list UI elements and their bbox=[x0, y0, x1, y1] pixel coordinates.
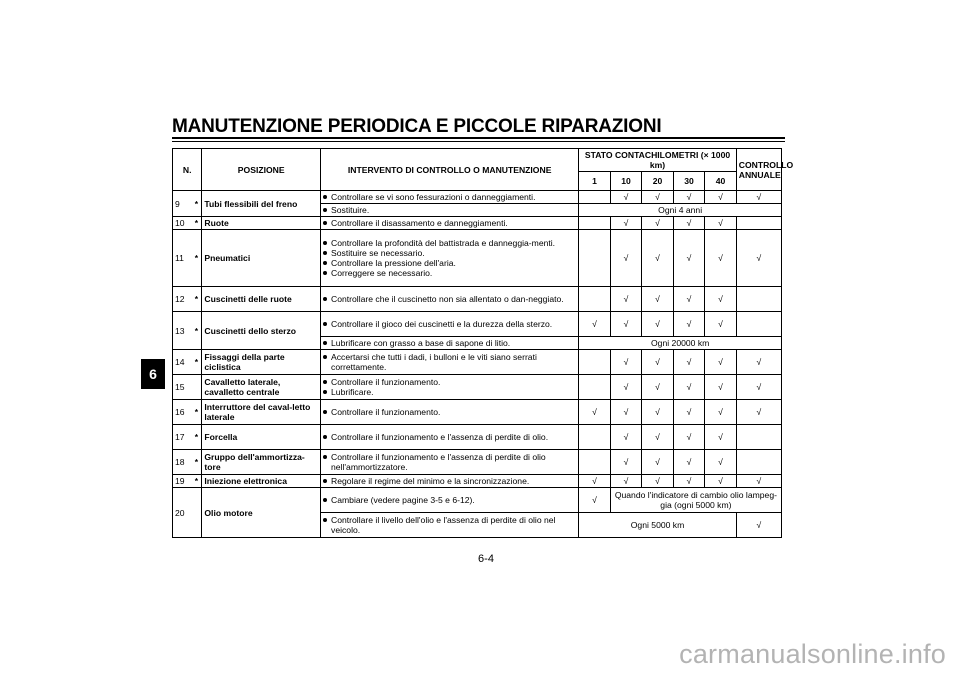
check-mark: √ bbox=[705, 425, 737, 450]
title-rule bbox=[172, 137, 785, 139]
check-mark: √ bbox=[610, 400, 641, 425]
check-mark: √ bbox=[736, 230, 781, 287]
row-number: 20 bbox=[173, 488, 192, 538]
check-mark: √ bbox=[705, 191, 737, 204]
row-star bbox=[191, 488, 201, 538]
check-mark: √ bbox=[736, 475, 781, 488]
row-position: Iniezione elettronica bbox=[202, 475, 321, 488]
row-action: Controllare il funzionamento e l'assenza di perdite di olio nell'ammortizzatore. bbox=[331, 452, 546, 472]
row-action: Controllare la pressione dell'aria. bbox=[331, 258, 456, 268]
check-mark: √ bbox=[673, 400, 704, 425]
check-mark: √ bbox=[673, 217, 704, 230]
check-mark: √ bbox=[705, 475, 737, 488]
row-action: Controllare il disassamento e danneggiamenti. bbox=[331, 218, 508, 228]
check-mark: √ bbox=[673, 475, 704, 488]
row-star: * bbox=[191, 287, 201, 312]
check-mark: √ bbox=[642, 475, 673, 488]
check-mark: √ bbox=[673, 230, 704, 287]
row-star: * bbox=[191, 475, 201, 488]
header-km-1: 1 bbox=[579, 172, 610, 191]
check-mark: √ bbox=[705, 375, 737, 400]
bullet-icon bbox=[323, 498, 327, 502]
check-mark: √ bbox=[673, 312, 704, 337]
row-position: Cavalletto laterale, cavalletto centrale bbox=[202, 375, 321, 400]
row-action: Accertarsi che tutti i dadi, i bulloni e le viti siano serrati correttamente. bbox=[331, 352, 537, 372]
check-mark: √ bbox=[705, 350, 737, 375]
row-star: * bbox=[191, 400, 201, 425]
row-number: 9 bbox=[173, 191, 192, 217]
row-star: * bbox=[191, 425, 201, 450]
check-mark: √ bbox=[705, 217, 737, 230]
check-mark: √ bbox=[736, 400, 781, 425]
header-annual: CONTROLLO ANNUALE bbox=[736, 149, 781, 191]
bullet-icon bbox=[323, 390, 327, 394]
bullet-icon bbox=[323, 195, 327, 199]
check-mark: √ bbox=[736, 513, 781, 538]
row-star: * bbox=[191, 230, 201, 287]
bullet-icon bbox=[323, 221, 327, 225]
row-position: Olio motore bbox=[202, 488, 321, 538]
row-action: Controllare se vi sono fessurazioni o danneggiamenti. bbox=[331, 192, 536, 202]
row-action: Controllare la profondità del battistrada e danneggia-menti. bbox=[331, 238, 556, 248]
bullet-icon bbox=[323, 380, 327, 384]
row-star: * bbox=[191, 217, 201, 230]
row-number: 19 bbox=[173, 475, 192, 488]
header-position: POSIZIONE bbox=[202, 149, 321, 191]
row-position: Pneumatici bbox=[202, 230, 321, 287]
check-mark: √ bbox=[610, 191, 641, 204]
watermark: carmanualsonline.info bbox=[679, 639, 946, 669]
row-action: Correggere se necessario. bbox=[331, 268, 433, 278]
check-mark: √ bbox=[705, 312, 737, 337]
check-mark: √ bbox=[705, 400, 737, 425]
interval-note: Ogni 20000 km bbox=[579, 337, 782, 350]
check-mark: √ bbox=[610, 350, 641, 375]
check-mark: √ bbox=[610, 312, 641, 337]
row-position: Forcella bbox=[202, 425, 321, 450]
row-action: Cambiare (vedere pagine 3-5 e 6-12). bbox=[331, 495, 475, 505]
check-mark: √ bbox=[610, 475, 641, 488]
check-mark: √ bbox=[705, 230, 737, 287]
row-number: 12 bbox=[173, 287, 192, 312]
bullet-icon bbox=[323, 208, 327, 212]
check-mark: √ bbox=[642, 400, 673, 425]
header-km-10: 10 bbox=[610, 172, 641, 191]
check-mark: √ bbox=[642, 287, 673, 312]
row-position: Fissaggi della parte ciclistica bbox=[202, 350, 321, 375]
check-mark: √ bbox=[736, 350, 781, 375]
row-number: 17 bbox=[173, 425, 192, 450]
bullet-icon bbox=[323, 410, 327, 414]
row-number: 13 bbox=[173, 312, 192, 350]
check-mark: √ bbox=[610, 425, 641, 450]
check-mark: √ bbox=[673, 191, 704, 204]
check-mark: √ bbox=[673, 350, 704, 375]
row-position: Cuscinetti delle ruote bbox=[202, 287, 321, 312]
row-star bbox=[191, 375, 201, 400]
check-mark: √ bbox=[673, 375, 704, 400]
check-mark: √ bbox=[579, 312, 610, 337]
check-mark: √ bbox=[673, 425, 704, 450]
bullet-icon bbox=[323, 479, 327, 483]
row-number: 14 bbox=[173, 350, 192, 375]
row-position: Gruppo dell'ammortizza-tore bbox=[202, 450, 321, 475]
bullet-icon bbox=[323, 251, 327, 255]
page-number: 6-4 bbox=[478, 553, 494, 565]
header-n: N. bbox=[173, 149, 202, 191]
row-action: Controllare che il cuscinetto non sia allentato o dan-neggiato. bbox=[331, 294, 564, 304]
check-mark: √ bbox=[642, 425, 673, 450]
row-number: 15 bbox=[173, 375, 192, 400]
check-mark: √ bbox=[610, 375, 641, 400]
check-mark: √ bbox=[705, 450, 737, 475]
bullet-icon bbox=[323, 455, 327, 459]
bullet-icon bbox=[323, 271, 327, 275]
row-action: Sostituire. bbox=[331, 205, 370, 215]
check-mark: √ bbox=[642, 230, 673, 287]
check-mark: √ bbox=[642, 191, 673, 204]
header-km-20: 20 bbox=[642, 172, 673, 191]
bullet-icon bbox=[323, 355, 327, 359]
bullet-icon bbox=[323, 518, 327, 522]
check-mark: √ bbox=[579, 488, 610, 513]
check-mark: √ bbox=[642, 375, 673, 400]
row-star: * bbox=[191, 312, 201, 350]
header-km-30: 30 bbox=[673, 172, 704, 191]
row-action: Controllare il gioco dei cuscinetti e la durezza della sterzo. bbox=[331, 319, 553, 329]
row-action: Controllare il funzionamento. bbox=[331, 407, 441, 417]
row-position: Interruttore del caval-letto laterale bbox=[202, 400, 321, 425]
interval-note: Quando l'indicatore di cambio olio lampeg-gia (ogni 5000 km) bbox=[610, 488, 781, 513]
row-action: Lubrificare. bbox=[331, 387, 374, 397]
row-star: * bbox=[191, 350, 201, 375]
row-action: Controllare il funzionamento e l'assenza di perdite di olio. bbox=[331, 432, 549, 442]
check-mark: √ bbox=[610, 230, 641, 287]
check-mark: √ bbox=[736, 375, 781, 400]
row-number: 11 bbox=[173, 230, 192, 287]
bullet-icon bbox=[323, 435, 327, 439]
row-star: * bbox=[191, 191, 201, 217]
check-mark: √ bbox=[610, 217, 641, 230]
interval-note: Ogni 4 anni bbox=[579, 204, 782, 217]
row-action: Controllare il funzionamento. bbox=[331, 377, 441, 387]
row-action: Sostituire se necessario. bbox=[331, 248, 425, 258]
row-number: 10 bbox=[173, 217, 192, 230]
row-position: Cuscinetti dello sterzo bbox=[202, 312, 321, 350]
row-position: Tubi flessibili del freno bbox=[202, 191, 321, 217]
check-mark: √ bbox=[610, 287, 641, 312]
maintenance-table bbox=[172, 148, 794, 538]
check-mark: √ bbox=[642, 450, 673, 475]
interval-note: Ogni 5000 km bbox=[579, 513, 736, 538]
check-mark: √ bbox=[579, 475, 610, 488]
row-position: Ruote bbox=[202, 217, 321, 230]
bullet-icon bbox=[323, 241, 327, 245]
header-action: INTERVENTO DI CONTROLLO O MANUTENZIONE bbox=[321, 149, 579, 191]
header-odometer: STATO CONTACHILOMETRI (× 1000 km) bbox=[579, 149, 736, 172]
check-mark: √ bbox=[736, 191, 781, 204]
bullet-icon bbox=[323, 322, 327, 326]
check-mark: √ bbox=[642, 312, 673, 337]
check-mark: √ bbox=[642, 217, 673, 230]
bullet-icon bbox=[323, 261, 327, 265]
check-mark: √ bbox=[610, 450, 641, 475]
row-number: 16 bbox=[173, 400, 192, 425]
chapter-tab: 6 bbox=[141, 359, 165, 389]
row-star: * bbox=[191, 450, 201, 475]
row-action: Regolare il regime del minimo e la sincronizzazione. bbox=[331, 476, 530, 486]
bullet-icon bbox=[323, 341, 327, 345]
bullet-icon bbox=[323, 297, 327, 301]
title-rule-thin bbox=[172, 141, 785, 142]
check-mark: √ bbox=[642, 350, 673, 375]
check-mark: √ bbox=[673, 450, 704, 475]
check-mark: √ bbox=[673, 287, 704, 312]
header-km-40: 40 bbox=[705, 172, 737, 191]
check-mark: √ bbox=[579, 400, 610, 425]
row-number: 18 bbox=[173, 450, 192, 475]
check-mark: √ bbox=[705, 287, 737, 312]
page-title: MANUTENZIONE PERIODICA E PICCOLE RIPARAZIONI bbox=[172, 116, 662, 137]
row-action: Lubrificare con grasso a base di sapone di litio. bbox=[331, 338, 511, 348]
row-action: Controllare il livello dell'olio e l'assenza di perdite di olio nel veicolo. bbox=[331, 515, 556, 535]
